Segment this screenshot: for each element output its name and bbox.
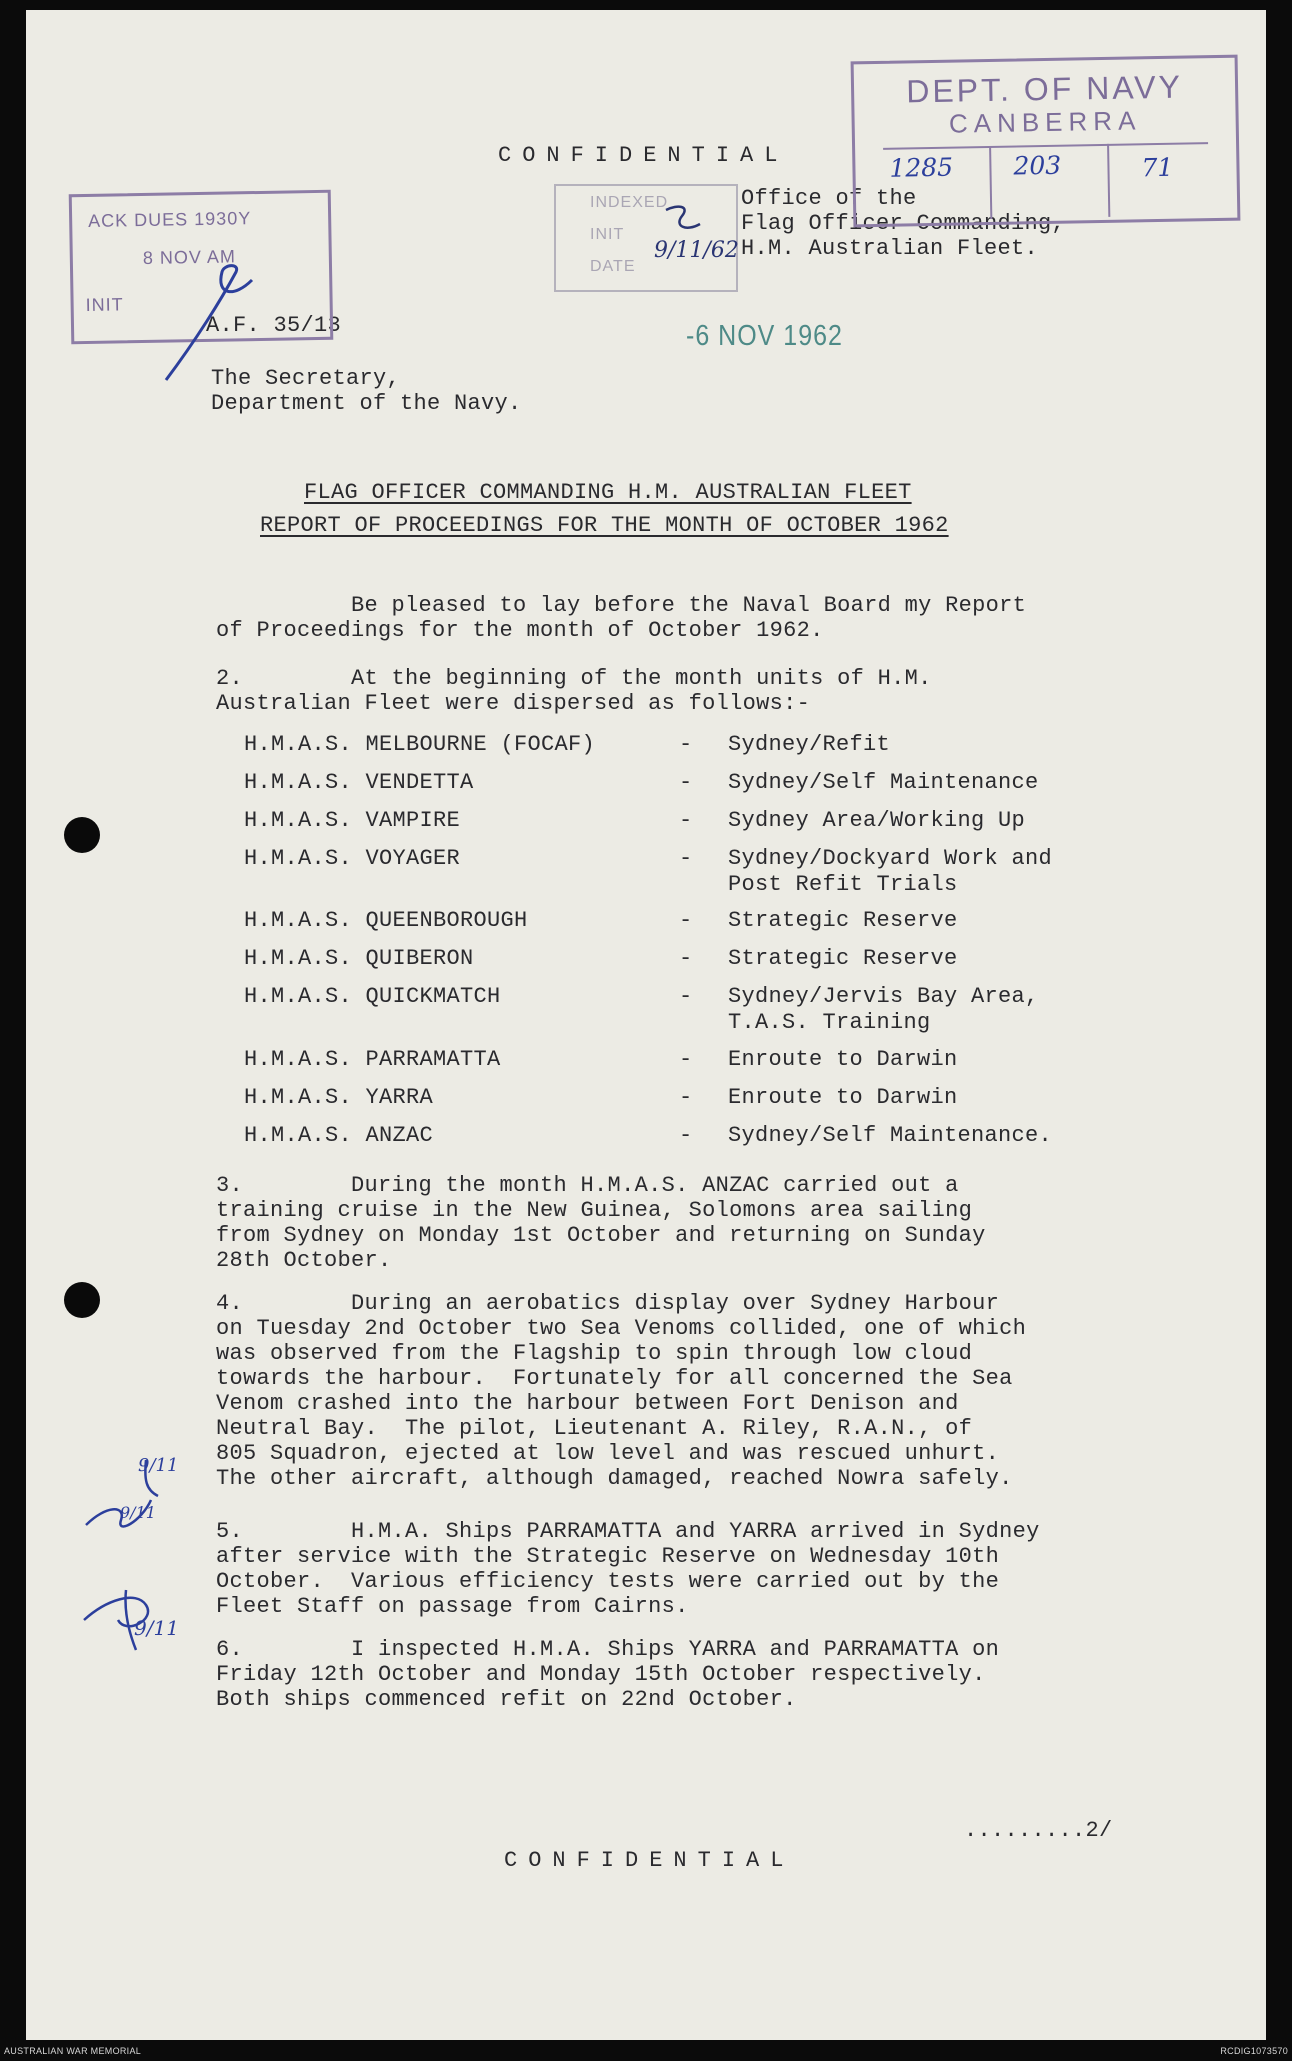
ship-dash: - [679, 732, 693, 757]
indexed-stamp [554, 184, 738, 292]
margin-annotation-1a: 9/11 [138, 1455, 179, 1476]
ship-name: H.M.A.S. VAMPIRE [244, 808, 461, 833]
ship-name: H.M.A.S. YARRA [244, 1085, 434, 1110]
ship-status: Strategic Reserve [728, 908, 958, 933]
ship-dash: - [679, 984, 693, 1009]
margin-annotation-1b: 9/11 [120, 1503, 156, 1522]
ship-name: H.M.A.S. QUIBERON [244, 946, 474, 971]
ship-name: H.M.A.S. VOYAGER [244, 846, 461, 871]
dept-of-navy-stamp [851, 55, 1241, 228]
ack-stamp-line-1: ACK DUES 1930Y [88, 208, 252, 231]
reference-number: A.F. 35/13 [206, 313, 342, 338]
indexed-stamp-line-1: INDEXED [590, 194, 669, 211]
ship-status: Enroute to Darwin [728, 1047, 958, 1072]
ship-status: Sydney/Self Maintenance. [728, 1123, 1053, 1148]
ship-status: Sydney/Self Maintenance [728, 770, 1039, 795]
ship-name: H.M.A.S. QUICKMATCH [244, 984, 501, 1009]
intro-paragraph: Be pleased to lay before the Naval Board my Report of Proceedings for the month of October 1962. [216, 593, 1027, 643]
ship-dash: - [679, 1047, 693, 1072]
paragraph-3: 3. During the month H.M.A.S. ANZAC carried out a training cruise in the New Guinea, Solomons area sailing from Sydney on Monday 1st October and returning on Sunday 28th October. [216, 1173, 986, 1273]
navy-stamp-number-2: 203 [1013, 150, 1062, 181]
navy-stamp-number-3: 71 [1141, 152, 1174, 183]
navy-stamp-line-1: DEPT. OF NAVY [905, 68, 1184, 110]
ship-dash: - [679, 770, 693, 795]
ship-status: Sydney/Refit [728, 732, 891, 757]
ship-status: Enroute to Darwin [728, 1085, 958, 1110]
ship-status: Strategic Reserve [728, 946, 958, 971]
ship-status: Sydney/Jervis Bay Area, T.A.S. Training [728, 984, 1039, 1035]
paragraph-4: 4. During an aerobatics display over Sydney Harbour on Tuesday 2nd October two Sea Venoms collided, one of which was observed from the Flagship to spin through low cloud towards the harbour. Fortunately for all concerned the Sea Venom crashed into the harbour between Fort Denison and Neutral Bay. The pilot, Lieutenant A. Riley, R.A.N., of 805 Squadron, ejected at low level and was rescued unhurt. The other aircraft, although damaged, reached Nowra safely. [216, 1291, 1027, 1491]
punch-hole-top [64, 817, 100, 853]
office-line-1: Office of the [741, 186, 917, 211]
archive-credit: AUSTRALIAN WAR MEMORIAL [4, 2046, 142, 2056]
classification-footer: CONFIDENTIAL [504, 1848, 795, 1873]
ack-stamp-line-2: 8 NOV AM [142, 246, 237, 269]
paragraph-6: 6. I inspected H.M.A. Ships YARRA and PARRAMATTA on Friday 12th October and Monday 15th October respectively. Both ships commenced refit on 22nd October. [216, 1637, 1000, 1712]
indexed-stamp-line-2: INIT [590, 226, 625, 243]
navy-stamp-line-2: CANBERRA [948, 105, 1142, 139]
navy-stamp-number-1: 1285 [889, 152, 954, 183]
report-title-line-2: REPORT OF PROCEEDINGS FOR THE MONTH OF OCTOBER 1962 [260, 513, 949, 538]
addressee-line-1: The Secretary, [211, 366, 401, 391]
ship-name: H.M.A.S. PARRAMATTA [244, 1047, 501, 1072]
office-line-3: H.M. Australian Fleet. [741, 236, 1039, 261]
paragraph-2-intro: 2. At the beginning of the month units of H.M. Australian Fleet were dispersed as follows:- [216, 666, 932, 716]
ship-dash: - [679, 1123, 693, 1148]
ship-name: H.M.A.S. VENDETTA [244, 770, 474, 795]
ack-stamp-line-3: INIT [85, 294, 124, 316]
navy-stamp-divider [883, 142, 1208, 150]
archive-reference: RCDIG1073570 [1220, 2046, 1288, 2056]
ship-dash: - [679, 808, 693, 833]
navy-stamp-col-divider-1 [989, 146, 992, 219]
navy-stamp-col-divider-2 [1107, 144, 1110, 217]
punch-hole-bottom [64, 1282, 100, 1318]
ship-status: Sydney Area/Working Up [728, 808, 1026, 833]
indexed-stamp-handwritten-date: 9/11/62 [654, 238, 739, 263]
ship-name: H.M.A.S. ANZAC [244, 1123, 434, 1148]
date-received-stamp: -6 NOV 1962 [686, 319, 843, 353]
continuation-marker: .........2/ [964, 1818, 1113, 1843]
addressee-line-2: Department of the Navy. [211, 391, 522, 416]
paragraph-5: 5. H.M.A. Ships PARRAMATTA and YARRA arrived in Sydney after service with the Strategic Reserve on Wednesday 10th October. Various efficiency tests were carried out by the Fleet Staff on passage from Cairns. [216, 1519, 1040, 1619]
report-title-line-1: FLAG OFFICER COMMANDING H.M. AUSTRALIAN FLEET [304, 480, 912, 505]
ship-name: H.M.A.S. MELBOURNE (FOCAF) [244, 732, 596, 757]
ship-status: Sydney/Dockyard Work and Post Refit Trials [728, 846, 1053, 897]
indexed-stamp-line-3: DATE [590, 258, 636, 275]
margin-annotation-2: 9/11 [134, 1616, 179, 1640]
ship-name: H.M.A.S. QUEENBOROUGH [244, 908, 528, 933]
ship-dash: - [679, 1085, 693, 1110]
ship-dash: - [679, 946, 693, 971]
classification-header: CONFIDENTIAL [498, 143, 789, 168]
ship-dash: - [679, 846, 693, 871]
office-line-2: Flag Officer Commanding, [741, 211, 1066, 236]
document-page [26, 10, 1266, 2040]
acknowledgement-stamp [69, 190, 334, 345]
ship-dash: - [679, 908, 693, 933]
